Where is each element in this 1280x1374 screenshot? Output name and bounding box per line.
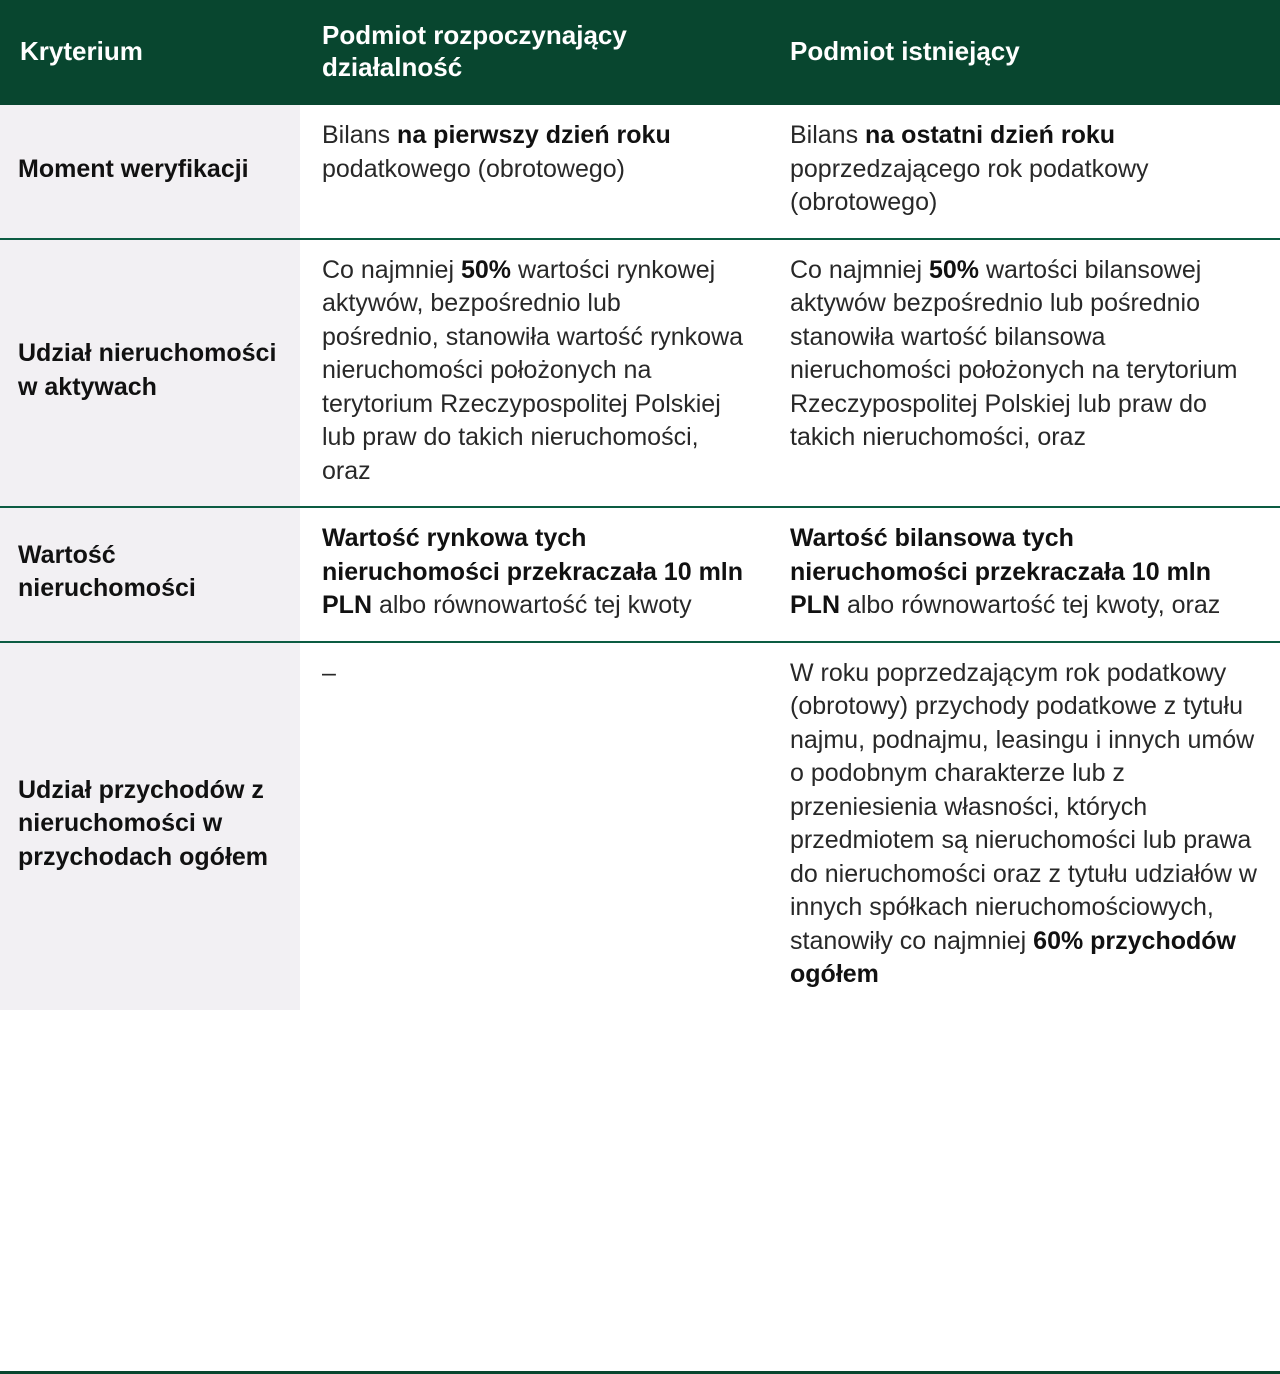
table-body bbox=[0, 105, 1280, 1010]
row-label-moment-weryfikacji: Moment weryfikacji bbox=[0, 105, 300, 239]
row-label-udzial-nieruchomosci-w-aktywach: Udział nieruchomości w aktywach bbox=[0, 239, 300, 508]
column-header-existing-entity: Podmiot istniejący bbox=[770, 0, 1280, 105]
row-label-udzial-przychodow: Udział przychodów z nieruchomości w przychodach ogółem bbox=[0, 642, 300, 1010]
table-row bbox=[0, 642, 1280, 1010]
table-row bbox=[0, 105, 1280, 239]
cell-existing-udzial-przychodow: W roku poprzedzającym rok podatkowy (obrotowy) przychody podatkowe z tytułu najmu, podnajmu, leasingu i innych umów o podobnym charakterze lub z przeniesienia własności, których przedmiotem są nieruchomości lub prawa do nieruchomości oraz z tytułu udziałów w innych spółkach nieruchomościowych, stanowiły co najmniej 60% przychodów ogółem bbox=[770, 642, 1280, 1010]
column-header-criterion: Kryterium bbox=[0, 0, 300, 105]
cell-existing-moment-weryfikacji: Bilans na ostatni dzień roku poprzedzającego rok podatkowy (obrotowego) bbox=[770, 105, 1280, 239]
table-row bbox=[0, 507, 1280, 642]
cell-starting-udzial-przychodow: – bbox=[300, 642, 770, 1010]
column-header-starting-entity: Podmiot rozpoczynający działalność bbox=[300, 0, 770, 105]
cell-starting-moment-weryfikacji: Bilans na pierwszy dzień roku podatkowego (obrotowego) bbox=[300, 105, 770, 239]
table-row bbox=[0, 239, 1280, 508]
table-header bbox=[0, 0, 1280, 105]
table-header-row bbox=[0, 0, 1280, 105]
cell-existing-wartosc-nieruchomosci: Wartość bilansowa tych nieruchomości przekraczała 10 mln PLN albo równowartość tej kwoty, oraz bbox=[770, 507, 1280, 642]
cell-starting-wartosc-nieruchomosci: Wartość rynkowa tych nieruchomości przekraczała 10 mln PLN albo równowartość tej kwoty bbox=[300, 507, 770, 642]
cell-starting-udzial-nieruchomosci-w-aktywach: Co najmniej 50% wartości rynkowej aktywów, bezpośrednio lub pośrednio, stanowiła wartość rynkowa nieruchomości położonych na terytorium Rzeczypospolitej Polskiej lub praw do takich nieruchomości, oraz bbox=[300, 239, 770, 508]
cell-existing-udzial-nieruchomosci-w-aktywach: Co najmniej 50% wartości bilansowej aktywów bezpośrednio lub pośrednio stanowiła wartość bilansowa nieruchomości położonych na terytorium Rzeczypospolitej Polskiej lub praw do takich nieruchomości, oraz bbox=[770, 239, 1280, 508]
row-label-wartosc-nieruchomosci: Wartość nieruchomości bbox=[0, 507, 300, 642]
